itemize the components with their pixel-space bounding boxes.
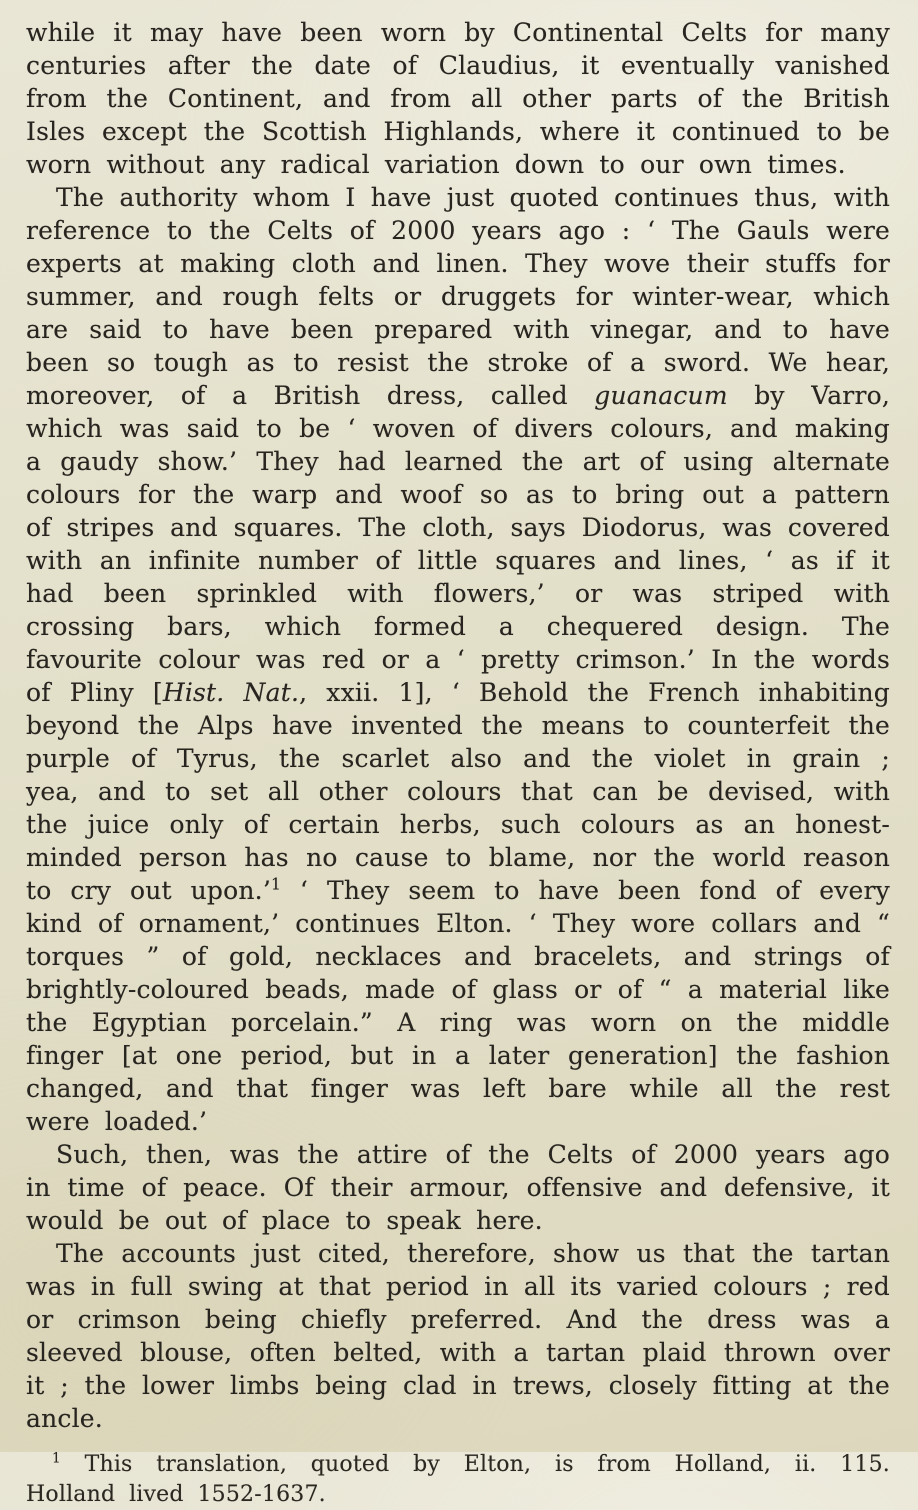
paragraph — [26, 16, 890, 181]
italic-text: guanacum — [594, 381, 728, 410]
footnote — [26, 1450, 890, 1510]
footnote-text: This translation, quoted by Elton, is from Holland, ii. 115. Holland lived 1552-1637. — [26, 1452, 890, 1507]
paragraph — [26, 1138, 890, 1237]
body-text: by Varro, which was said to be ‘ woven of divers colours, and making a gaudy show.’ They had learned the art of using alternate colours for the warp and woof so as to bring out a pattern of stripes and squares. The cloth, says Diodorus, was covered with an infinite number of little squares and lines, ‘ as if it had been sprinkled with flowers,’ or was striped with crossing bars, which formed a chequered design. The favourite colour was red or a ‘ pretty crimson.’ In the words of Pliny [ — [26, 381, 890, 707]
body-text: , xxii. 1], ‘ Behold the French inhabiting beyond the Alps have invented the means to counterfeit the purple of Tyrus, the scarlet also and the violet in grain ; yea, and to set all other colours that can be devised, with the juice only of certain herbs, such colours as an honest-minded person has no cause to blame, nor the world reason to cry out upon.’ — [26, 678, 890, 905]
paragraph — [26, 1237, 890, 1435]
text-block — [26, 16, 890, 1435]
paragraph — [26, 181, 890, 1138]
body-text: The authority whom I have just quoted continues thus, with reference to the Celts of 2000 years ago : ‘ The Gauls were experts at making cloth and linen. They wove their stuffs for summer, and rough felts or druggets for winter-wear, which are said to have been prepared with vinegar, and to have been so tough as to resist the stroke of a sword. We hear, moreover, of a British dress, called — [26, 183, 890, 410]
footnote-reference: 1 — [270, 875, 282, 894]
footnote-marker: 1 — [52, 1450, 61, 1467]
italic-text: Hist. Nat. — [162, 678, 300, 707]
body-text: while it may have been worn by Continental Celts for many centuries after the date of Claudius, it eventually vanished from the Continent, and from all other parts of the British Isles except the Scottish Highlands, where it continued to be worn without any radical variation down to our own times. — [26, 18, 890, 179]
body-text: The accounts just cited, therefore, show us that the tartan was in full swing at that period in all its varied colours ; red or crimson being chiefly preferred. And the dress was a sleeved blouse, often belted, with a tartan plaid thrown over it ; the lower limbs being clad in trews, closely fitting at the ancle. — [26, 1239, 890, 1433]
body-text: Such, then, was the attire of the Celts of 2000 years ago in time of peace. Of their armour, offensive and defensive, it would be out of place to speak here. — [26, 1140, 890, 1235]
body-text: ‘ They seem to have been fond of every kind of ornament,’ continues Elton. ‘ They wore collars and “ torques ” of gold, necklaces and bracelets, and strings of brightly-coloured beads, made of glass or of “ a material like the Egyptian porcelain.” A ring was worn on the middle finger [at one period, but in a later generation] the fashion changed, and that finger was left bare while all the rest were loaded.’ — [26, 876, 890, 1136]
